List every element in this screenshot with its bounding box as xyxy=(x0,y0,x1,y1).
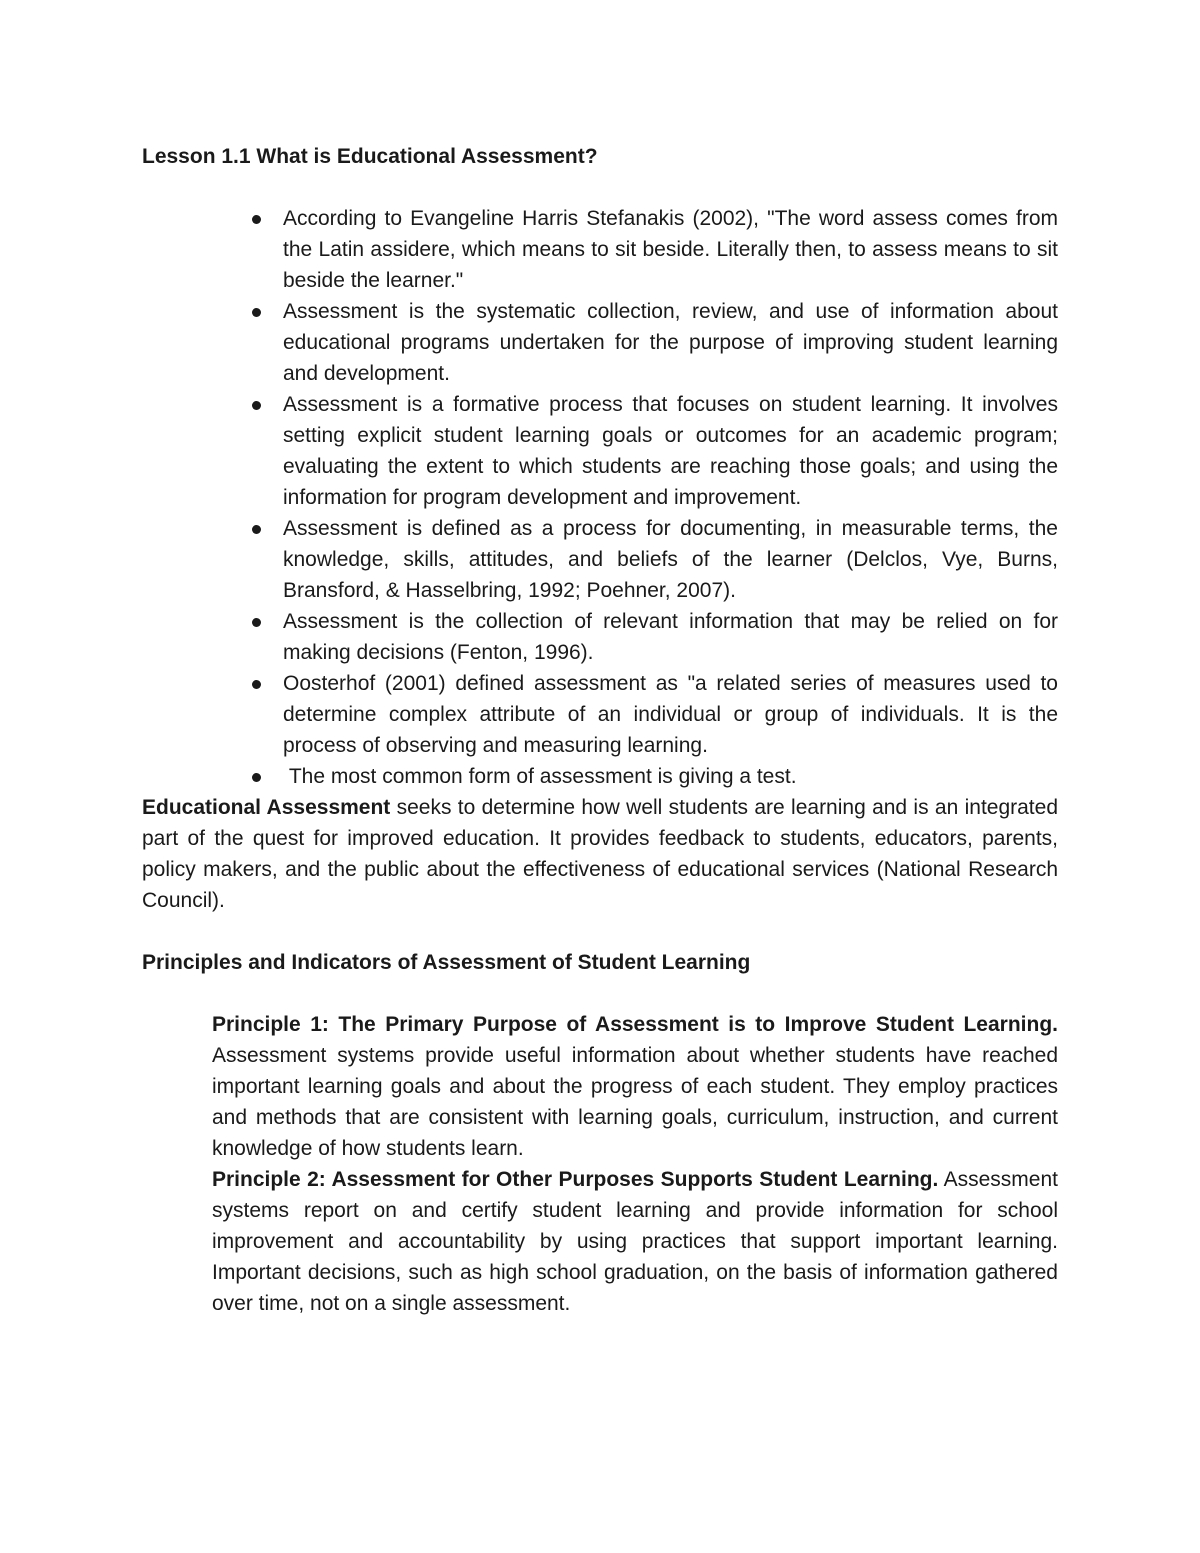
principle-paragraph xyxy=(212,1009,1058,1164)
definition-paragraph xyxy=(142,792,1058,916)
principle-text: Assessment systems provide useful information about whether students have reached important learning goals and about the progress of each student. They employ practices and methods that are consistent with learning goals, curriculum, instruction, and current knowledge of how students learn. xyxy=(212,1044,1058,1160)
definition-term: Educational Assessment xyxy=(142,796,391,819)
list-item xyxy=(283,513,1058,606)
list-item-text: Assessment is the collection of relevant information that may be relied on for making decisions (Fenton, 1996). xyxy=(283,610,1058,664)
list-item-text: Assessment is defined as a process for documenting, in measurable terms, the knowledge, skills, attitudes, and beliefs of the learner (Delclos, Vye, Burns, Bransford, & Hasselbring, 1992; Poehner, 2007). xyxy=(283,517,1058,602)
bullet-icon xyxy=(252,618,261,627)
definition-text: seeks to determine how well students are learning and is an integrated part of the quest for improved education. It provides feedback to students, educators, parents, policy makers, and the public about the effectiveness of educational services (National Research Council). xyxy=(142,796,1058,912)
list-item-text: Assessment is the systematic collection, review, and use of information about educational programs undertaken for the purpose of improving student learning and development. xyxy=(283,300,1058,385)
principle-title: Principle 1: The Primary Purpose of Assessment is to Improve Student Learning. xyxy=(212,1013,1058,1036)
list-item xyxy=(283,296,1058,389)
list-item xyxy=(283,606,1058,668)
list-item-text: The most common form of assessment is giving a test. xyxy=(283,765,797,788)
list-item xyxy=(283,668,1058,761)
list-item-text: Oosterhof (2001) defined assessment as "a related series of measures used to determine complex attribute of an individual or group of individuals. It is the process of observing and measuring learning. xyxy=(283,672,1058,757)
principle-paragraph xyxy=(212,1164,1058,1319)
list-item xyxy=(283,389,1058,513)
bullet-icon xyxy=(252,680,261,689)
bullet-icon xyxy=(252,773,261,782)
principle-text: Assessment systems report on and certify student learning and provide information for school improvement and accountability by using practices that support important learning. Important decisions, such as high school graduation, on the basis of information gathered over time, not on a single assessment. xyxy=(212,1168,1058,1315)
list-item-text: According to Evangeline Harris Stefanakis (2002), "The word assess comes from the Latin assidere, which means to sit beside. Literally then, to assess means to sit beside the learner." xyxy=(283,207,1058,292)
principles-title: Principles and Indicators of Assessment of Student Learning xyxy=(142,951,751,974)
bullet-icon xyxy=(252,525,261,534)
definitions-list xyxy=(142,203,1058,792)
list-item xyxy=(283,203,1058,296)
principle-title: Principle 2: Assessment for Other Purposes Supports Student Learning. xyxy=(212,1168,939,1191)
bullet-icon xyxy=(252,401,261,410)
bullet-icon xyxy=(252,308,261,317)
lesson-title: Lesson 1.1 What is Educational Assessment? xyxy=(142,145,598,168)
list-item-text: Assessment is a formative process that focuses on student learning. It involves setting explicit student learning goals or outcomes for an academic program; evaluating the extent to which students are reaching those goals; and using the information for program development and improvement. xyxy=(283,393,1058,509)
bullet-icon xyxy=(252,215,261,224)
list-item xyxy=(283,761,1058,792)
principles-section xyxy=(142,1009,1058,1319)
